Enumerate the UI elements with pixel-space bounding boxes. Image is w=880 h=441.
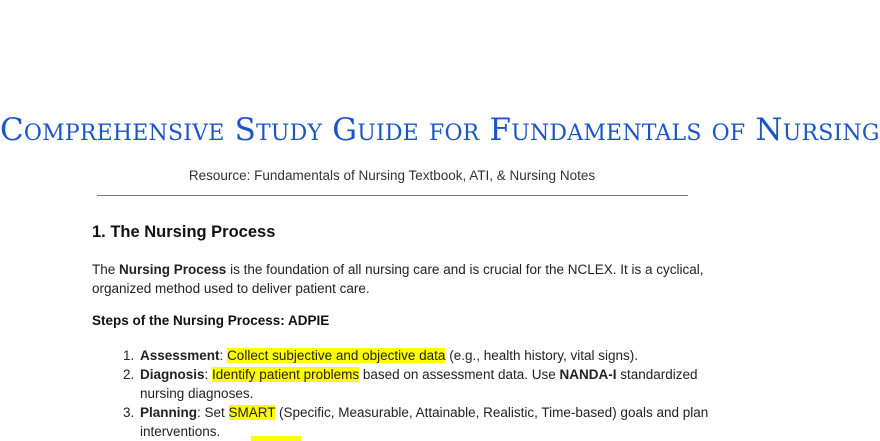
list-item <box>138 346 738 365</box>
intro-bold-term: Nursing Process <box>119 262 227 277</box>
step-highlight: Identify patient problems <box>212 367 360 382</box>
section-heading: 1. The Nursing Process <box>92 223 276 241</box>
intro-prefix: The <box>92 262 120 277</box>
intro-paragraph <box>92 260 712 298</box>
steps-heading: Steps of the Nursing Process: ADPIE <box>92 313 330 328</box>
list-item <box>138 365 738 403</box>
step-term: Assessment <box>140 348 220 363</box>
step-highlight: SMART <box>228 405 276 420</box>
steps-list <box>92 346 738 441</box>
horizontal-divider <box>97 195 688 196</box>
step-sep: : <box>219 348 228 363</box>
next-line-highlight-fragment <box>251 436 301 441</box>
step-sep: : <box>204 367 213 382</box>
step-term: Diagnosis <box>140 367 205 382</box>
step-term: Planning <box>140 405 197 420</box>
step-rest: based on assessment data. Use <box>359 367 560 382</box>
step-rest: (Specific, Measurable, Attainable, Realistic, Time-based) goals and plan interventions. <box>140 405 709 439</box>
step-rest-2: standardized nursing diagnoses. <box>140 367 698 401</box>
list-item <box>138 403 738 441</box>
step-sep: : Set <box>197 405 229 420</box>
document-title: Comprehensive Study Guide for Fundamentals of Nursing <box>0 112 880 148</box>
intro-rest: is the foundation of all nursing care and is crucial for the NCLEX. It is a cyclical, organized method used to deliver patient care. <box>92 262 704 296</box>
step-bold-term: NANDA-I <box>559 367 617 382</box>
resource-line: Resource: Fundamentals of Nursing Textbook, ATI, & Nursing Notes <box>188 168 596 183</box>
step-rest: (e.g., health history, vital signs). <box>445 348 639 363</box>
step-highlight: Collect subjective and objective data <box>227 348 446 363</box>
